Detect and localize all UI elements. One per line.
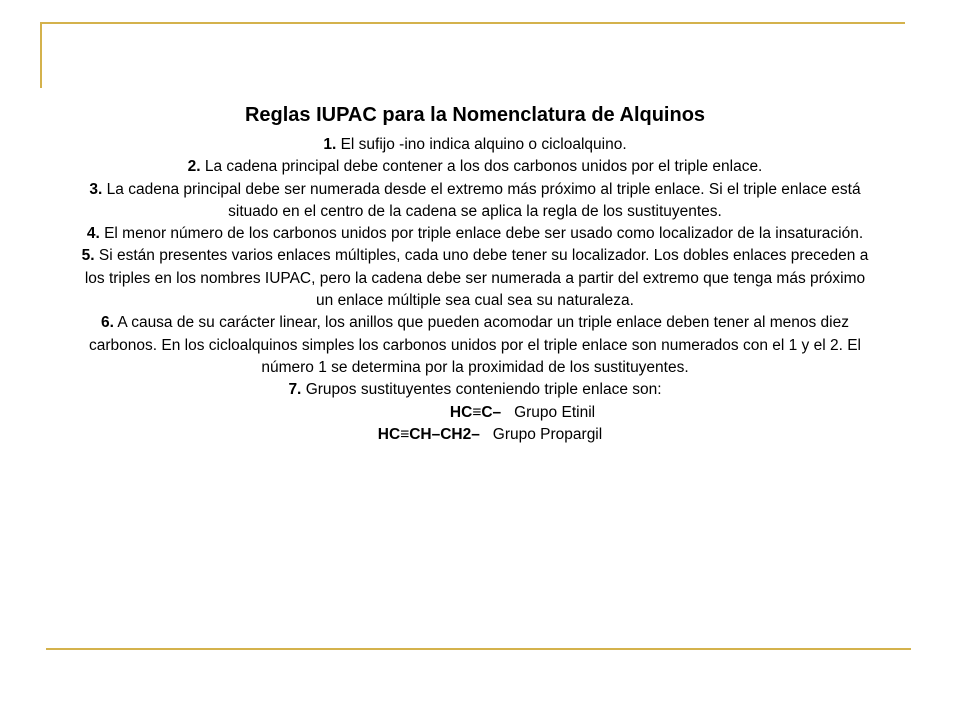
frame-top-line	[40, 22, 905, 24]
group-name-ethynyl: Grupo Etinil	[514, 403, 596, 421]
group-name-propargyl: Grupo Propargil	[492, 425, 603, 443]
rule-2: 2. La cadena principal debe contener a los dos carbonos unidos por el triple enlace.	[187, 158, 763, 176]
group-propargyl	[80, 424, 870, 446]
rule-3: 3. La cadena principal debe ser numerada desde el extremo más próximo al triple enlace. Si el triple enlace está situado en el centro de la cadena se aplica la regla de los sustituyentes.	[89, 180, 861, 220]
rule-6: 6. A causa de su carácter linear, los anillos que pueden acomodar un triple enlace deben tener al menos diez carbonos. En los cicloalquinos simples los carbonos unidos por el triple enlace son numerados con el 1 y el 2. El número 1 se determina por la proximidad de los sustituyentes.	[89, 314, 861, 376]
rule-1: 1. El sufijo -ino indica alquino o cicloalquino.	[323, 136, 627, 153]
formula-propargyl: HC≡CH–CH2–	[377, 425, 480, 443]
rule-4: 4. El menor número de los carbonos unidos por triple enlace debe ser usado como localizador de la insaturación.	[86, 225, 864, 243]
rules-list	[80, 134, 870, 446]
rule-7: 7. Grupos sustituyentes conteniendo triple enlace son:	[288, 381, 662, 399]
frame-left-line	[40, 22, 42, 88]
slide-title: Reglas IUPAC para la Nomenclatura de Alquinos	[244, 104, 706, 126]
group-ethynyl	[80, 402, 870, 424]
rule-5: 5. Si están presentes varios enlaces múltiples, cada uno debe tener su localizador. Los dobles enlaces preceden a los triples en los nombres IUPAC, pero la cadena debe ser numerada a partir del extremo que tenga más próximo un enlace múltiple sea cual sea su naturaleza.	[81, 247, 869, 310]
slide-content	[80, 100, 870, 446]
formula-ethynyl: HC≡C–	[449, 403, 502, 421]
frame-bottom-line	[46, 648, 911, 650]
